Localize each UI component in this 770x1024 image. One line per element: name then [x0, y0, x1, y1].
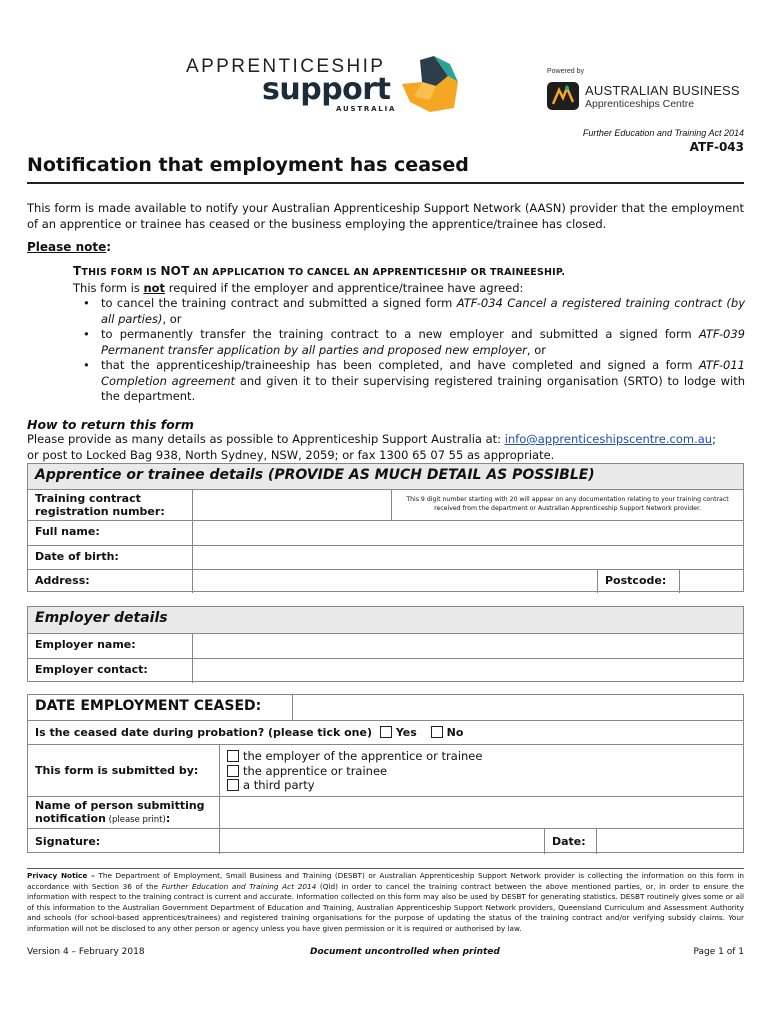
how-to-return-heading: How to return this form	[27, 417, 194, 432]
intro-paragraph: This form is made available to notify your Australian Apprenticeship Support Network (AASN) provider that the employment of an apprentice or trainee has ceased or the business employing the apprentice/trainee has closed.	[27, 201, 744, 231]
logo-text-line3: AUSTRALIA	[336, 105, 397, 113]
submitted-by-options: the employer of the apprentice or trainee the apprentice or trainee a third party	[220, 745, 743, 796]
uncontrolled-label: Document uncontrolled when printed	[310, 947, 500, 957]
probation-no-checkbox[interactable]	[431, 726, 443, 738]
please-note-box	[73, 264, 745, 405]
postcode-input[interactable]	[680, 570, 743, 593]
powered-by-label: Powered by	[547, 68, 584, 75]
address-input[interactable]	[193, 570, 598, 593]
list-item: • to cancel the training contract and submitted a signed form ATF-034 Cancel a registered training contract (by all parties), or	[73, 296, 745, 327]
tcrn-help-note: This 9 digit number starting with 20 will appear on any documentation relating to your training contract received from the department or Australian Apprenticeship Support Network provider.	[406, 496, 729, 512]
australia-map-icon	[400, 56, 460, 114]
logo-text-line1: APPRENTICESHIP	[186, 56, 386, 77]
probation-question: Is the ceased date during probation? (please tick one) Yes No	[35, 726, 464, 739]
form-code: ATF-043	[689, 140, 744, 154]
date-ceased-label: DATE EMPLOYMENT CEASED:	[28, 695, 293, 720]
employer-name-input[interactable]	[193, 634, 743, 658]
signature-input[interactable]	[220, 829, 545, 854]
partner-subname: Apprenticeships Centre	[585, 98, 695, 110]
act-reference: Further Education and Training Act 2014	[582, 128, 744, 138]
employer-details-table	[27, 606, 744, 682]
title-divider	[27, 182, 744, 184]
probation-yes-checkbox[interactable]	[380, 726, 392, 738]
how-to-return-text: Please provide as many details as possible to Apprenticeship Support Australia at: info@apprenticeshipscentre.com.au; or post to Locked Bag 938, North Sydney, NSW, 2059; or fax 1300 65 07 55 as appropriate.	[27, 432, 716, 462]
tcrn-input[interactable]	[193, 490, 392, 520]
privacy-notice: Privacy Notice – The Department of Employment, Small Business and Training (DESBT) or Australian Apprenticeship Support Network provider is collecting the information on this form in accordance with Section 36 of the Further Education and Training Act 2014 (Qld) in order to cancel the training contract between the above mentioned parties, or, in order to ensure the information with respect to the training contract is current and accurate. Information collected on this form may also be used by DESBT for generating statistics. DESBT routinely gives some or all of this information to the Australian Government Department of Education and Training, Australian Apprenticeship Support Network providers, Queensland Curriculum and Assessment Authority and schools (for school-based apprentices/trainees) and registered training organisations for the purpose of updating the status of the training contract and/or verifying subsidy claims. Your information will not be disclosed to any other person or agency unless you have given permission or it is required or authorised by law.	[27, 868, 744, 935]
submitter-name-input[interactable]	[220, 797, 743, 828]
employer-section-heading: Employer details	[35, 610, 168, 626]
date-input[interactable]	[597, 829, 743, 854]
address-label: Address:	[28, 570, 193, 593]
signature-label: Signature:	[28, 829, 220, 854]
logo-text-line2: support	[262, 72, 391, 107]
dob-label: Date of birth:	[28, 546, 193, 569]
submitter-name-label: Name of person submitting notification (please print):	[28, 797, 220, 828]
submitter-third-party-checkbox[interactable]	[227, 779, 239, 791]
list-item: • to permanently transfer the training contract to a new employer and submitted a signed form ATF-039 Permanent transfer application by all parties and proposed new employer, or	[73, 327, 745, 358]
employer-contact-input[interactable]	[193, 659, 743, 683]
employer-contact-label: Employer contact:	[28, 659, 193, 683]
page-title: Notification that employment has ceased	[27, 154, 469, 176]
full-name-input[interactable]	[193, 521, 743, 545]
tcrn-label: Training contract registration number:	[28, 490, 193, 520]
partner-name: AUSTRALIAN BUSINESS	[585, 83, 740, 98]
date-ceased-input[interactable]	[293, 695, 743, 720]
postcode-label: Postcode:	[598, 570, 680, 593]
apprenticeship-support-logo	[186, 56, 466, 116]
submitter-apprentice-checkbox[interactable]	[227, 765, 239, 777]
version-label: Version 4 – February 2018	[27, 947, 145, 957]
abac-mark-icon	[547, 82, 579, 110]
please-note-heading: Please note:	[27, 240, 112, 254]
list-item: • that the apprenticeship/traineeship has been completed, and have completed and signed a form ATF-011 Completion agreement and given it to their supervising registered training organisation (SRTO) to lodge with the department.	[73, 358, 745, 405]
not-application-warning: TTHIS FORM IS NOT AN APPLICATION TO CANCEL AN APPRENTICESHIP OR TRAINEESHIP.	[73, 264, 566, 278]
page-number: Page 1 of 1	[693, 947, 744, 957]
apprentice-details-table	[27, 463, 744, 592]
dob-input[interactable]	[193, 546, 743, 569]
submitted-by-label: This form is submitted by:	[28, 745, 220, 796]
abac-logo	[545, 68, 745, 118]
not-required-line: This form is not required if the employer and apprentice/trainee have agreed:	[73, 280, 524, 295]
date-label: Date:	[545, 829, 597, 854]
full-name-label: Full name:	[28, 521, 193, 545]
email-link[interactable]: info@apprenticeshipscentre.com.au	[504, 432, 713, 446]
submitter-employer-checkbox[interactable]	[227, 750, 239, 762]
date-ceased-table	[27, 694, 744, 853]
apprentice-section-heading: Apprentice or trainee details (PROVIDE AS MUCH DETAIL AS POSSIBLE)	[35, 467, 595, 483]
employer-name-label: Employer name:	[28, 634, 193, 658]
